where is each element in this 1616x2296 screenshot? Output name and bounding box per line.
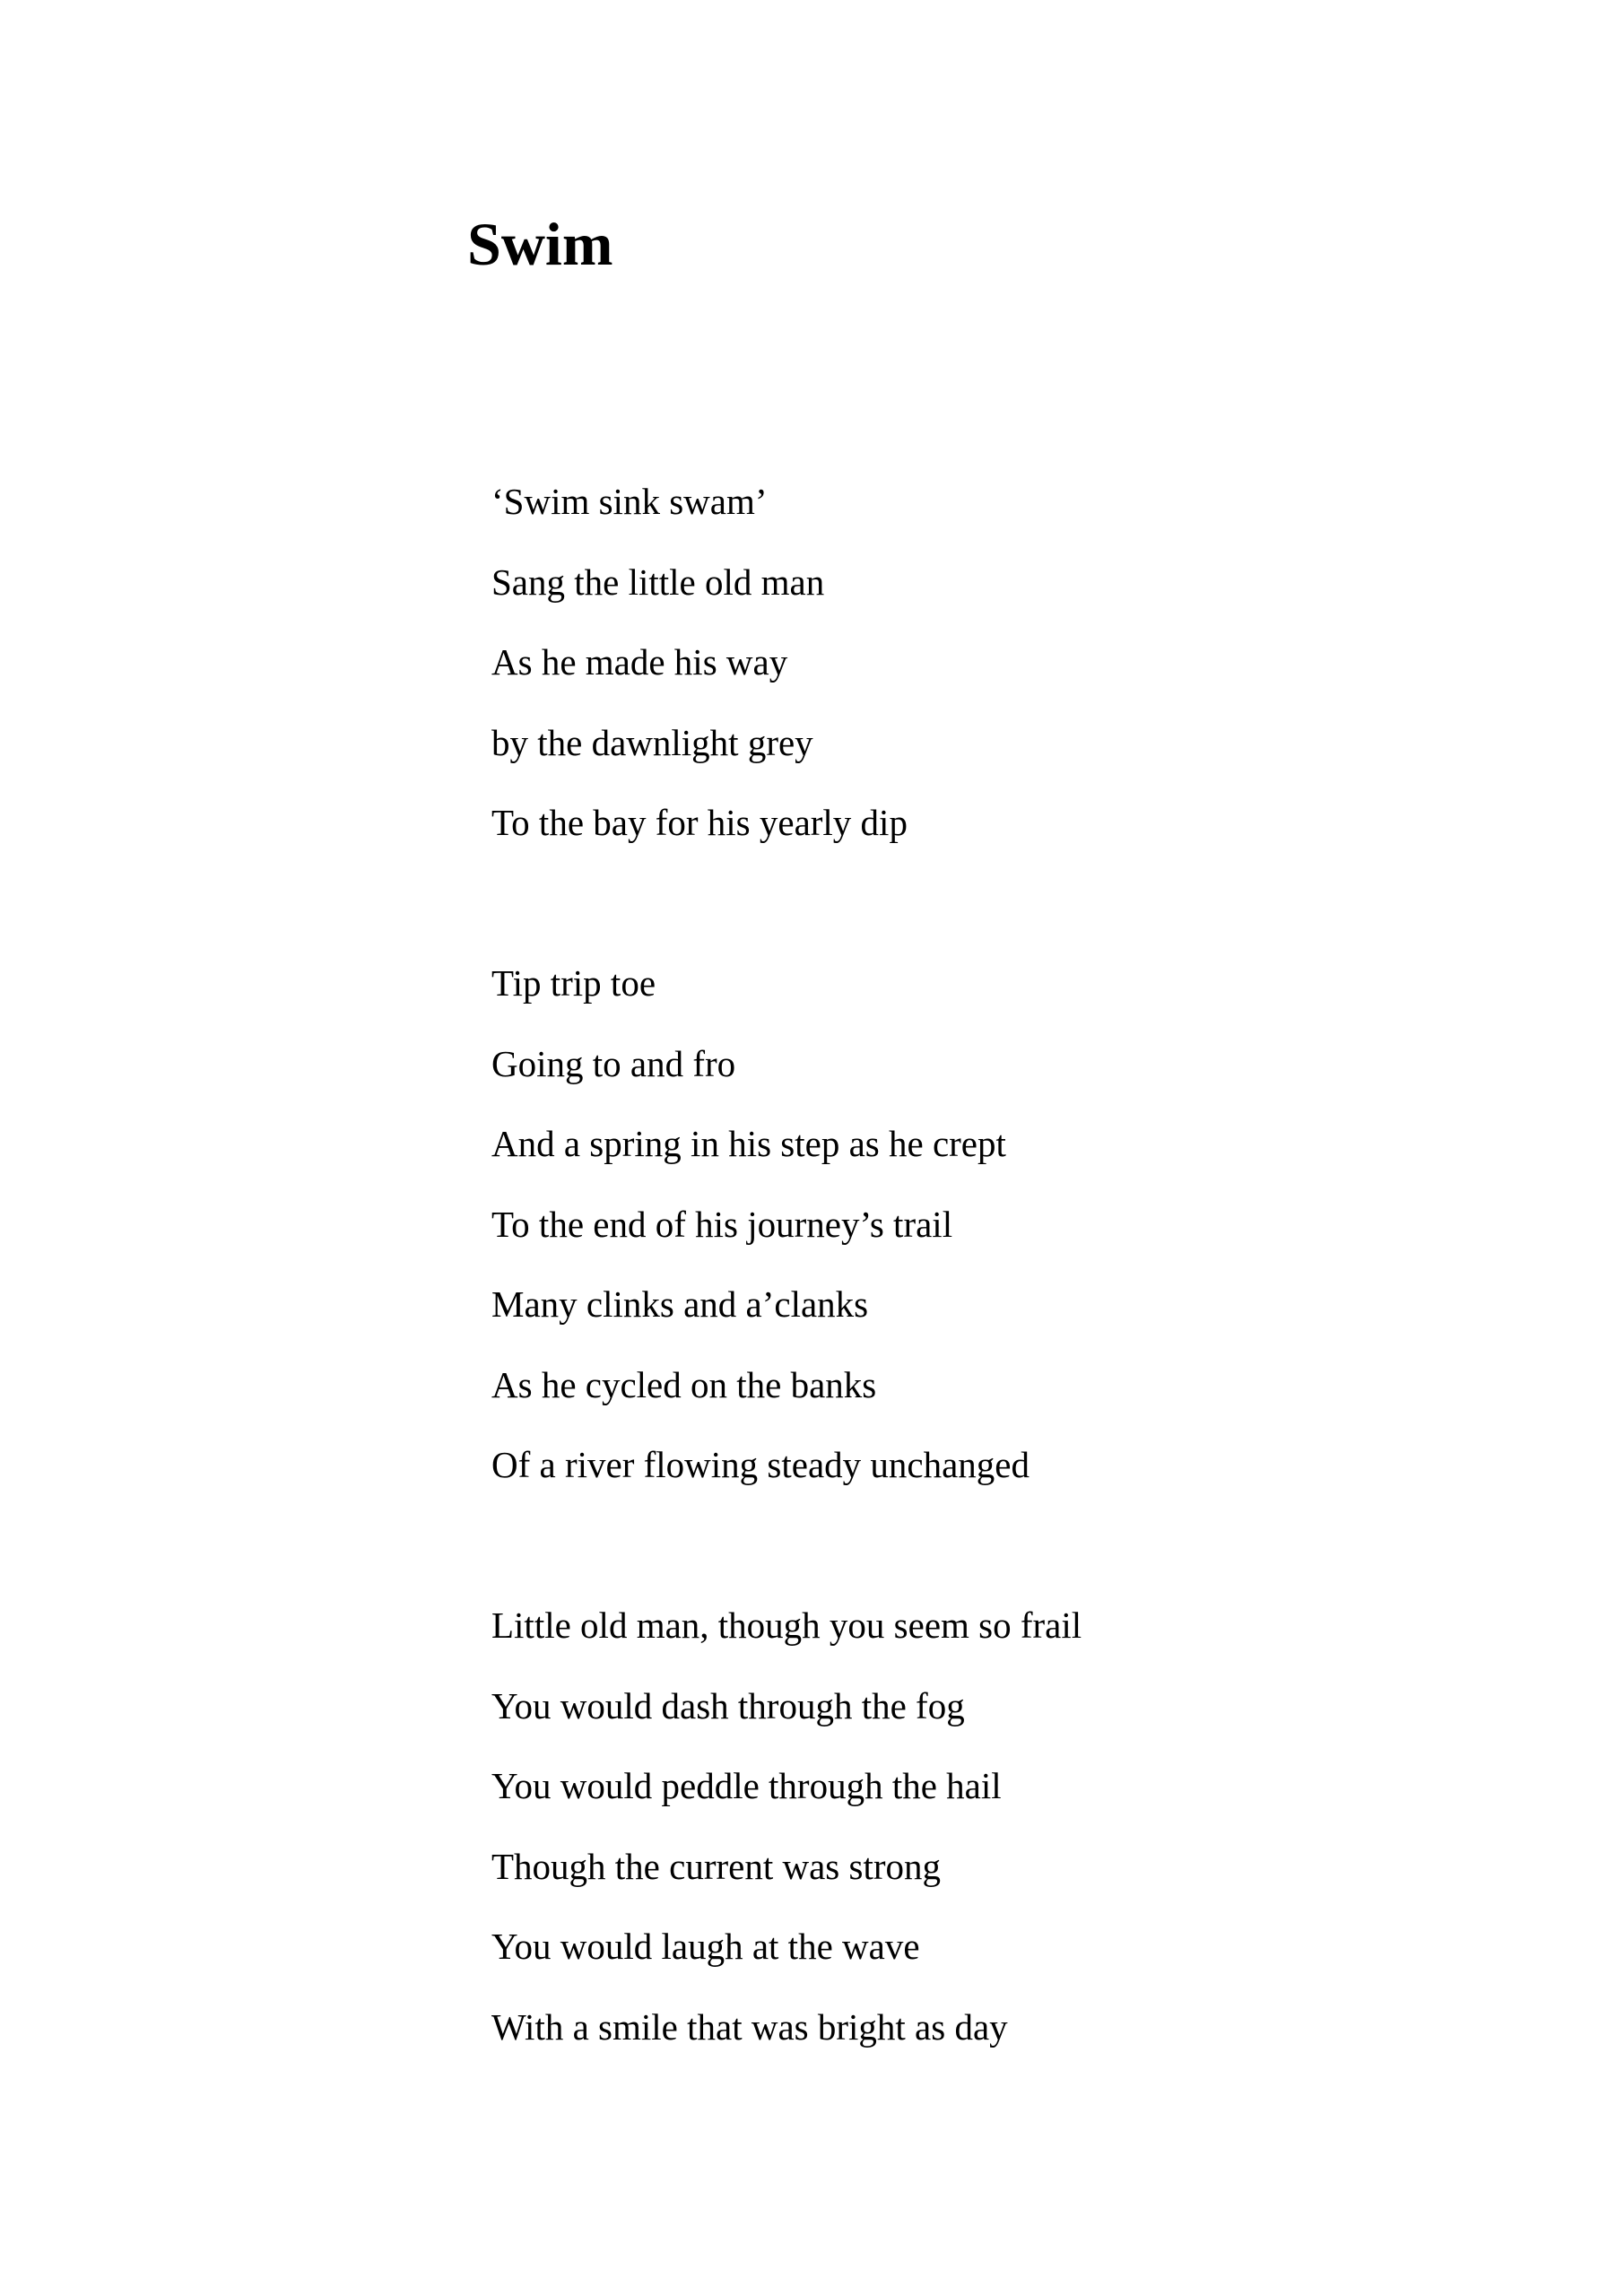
poem-line: As he made his way xyxy=(491,641,788,683)
stanza-2 xyxy=(491,944,1478,1506)
poem-line: Little old man, though you seem so frail xyxy=(491,1605,1082,1646)
poem-line: You would peddle through the hail xyxy=(491,1765,1002,1806)
stanza-3 xyxy=(491,1586,1478,2067)
poem-line: Though the current was strong xyxy=(491,1845,941,1887)
poem-line: Of a river flowing steady unchanged xyxy=(491,1444,1030,1485)
poem-line: Many clinks and a’clanks xyxy=(491,1283,869,1325)
poem-line: With a smile that was bright as day xyxy=(491,2005,1008,2048)
poem-line: To the end of his journey’s trail xyxy=(491,1203,953,1245)
poem-line: Going to and fro xyxy=(491,1042,736,1084)
poem-line: Tip trip toe xyxy=(491,962,656,1004)
poem-line: ‘Swim sink swam’ xyxy=(491,481,768,522)
poem-line: You would laugh at the wave xyxy=(491,1926,920,1967)
poem-title: Swim xyxy=(467,210,613,278)
stanza-1 xyxy=(491,462,1478,864)
poem-body xyxy=(491,462,1478,2148)
poem-line: And a spring in his step as he crept xyxy=(491,1123,1006,1164)
poem-line: Sang the little old man xyxy=(491,561,825,603)
poem-line: To the bay for his yearly dip xyxy=(491,802,908,843)
poem-line: As he cycled on the banks xyxy=(491,1363,877,1405)
poem-line: by the dawnlight grey xyxy=(491,721,813,763)
poem-line: You would dash through the fog xyxy=(491,1684,965,1726)
